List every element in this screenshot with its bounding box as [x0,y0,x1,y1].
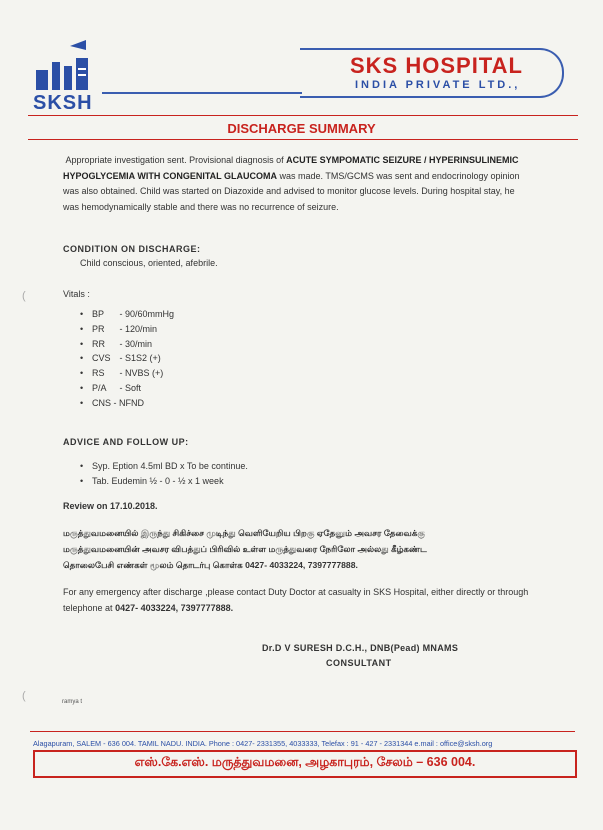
vital-value: - 120/min [119,323,158,334]
advice-heading: ADVICE AND FOLLOW UP: [63,437,189,447]
emergency-contact [63,585,533,616]
vital-item [80,307,174,322]
title-rule-bottom [28,139,578,140]
vital-value: - Soft [119,382,142,393]
footer-tamil-name: எஸ்.கே.எஸ். மருத்துவமனை, அழகாபுரம், சேலம் – 636 004. [134,755,476,769]
emergency-phones: 0427- 4033224, 7397777888. [115,602,234,613]
vital-key: P/A [92,382,107,393]
punch-hole-mark: ( [22,690,26,702]
typist-initials: ramya t [62,699,83,705]
vital-value: - S1S2 (+) [119,353,161,364]
tamil-instructions [63,525,533,573]
emergency-text: For any emergency after discharge ,please contact Duty Doctor at casualty in SKS Hospital, either directly or through telephone at [63,587,529,613]
vitals-heading: Vitals : [63,289,90,299]
vitals-list [80,307,174,411]
vital-value: - 30/min [119,338,153,349]
vital-key: PR [92,323,105,334]
document-title: DISCHARGE SUMMARY [227,121,376,136]
vital-value: - NVBS (+) [119,368,164,379]
vital-item [80,351,174,366]
diagnosis-tail: was made. TMS/GCMS was sent and endocrinology opinion was also obtained. Child was started on Diazoxide and advised to monitor glucose levels. During hospital stay, he was hemodynamically stable and there was no recurrence of seizure. [63,170,520,212]
hospital-subtitle: INDIA PRIVATE LTD., [355,79,521,91]
condition-text: Child conscious, oriented, afebrile. [80,258,218,268]
footer-address: Alagapuram, SALEM - 636 004. TAMIL NADU. INDIA. Phone : 0427- 2331355, 4033333, Telefax : 91 - 427 - 2331344 e.mail : office@sksh.org [33,739,493,748]
footer-tamil-box [33,750,577,778]
vital-value: - NFND [113,397,145,408]
condition-heading: CONDITION ON DISCHARGE: [63,244,201,254]
vital-item [80,337,174,352]
vital-key: RS [92,368,105,379]
doctor-name: Dr.D V SURESH D.C.H., DNB(Pead) MNAMS [262,643,459,653]
footer-rule [30,731,575,732]
hospital-name: SKS HOSPITAL [350,53,523,78]
vital-item [80,381,174,396]
vital-item [80,322,174,337]
vital-key: CNS [92,397,112,408]
tamil-line: தொலைபேசி எண்கள் மூலம் தொடர்பு கொள்க 0427- 4033224, 7397777888. [63,560,358,570]
punch-hole-mark: ( [22,290,26,302]
diagnosis-bold: ACUTE SYMPOMATIC SEIZURE / HYPERINSULINEMIC HYPOGLYCEMIA WITH CONGENITAL GLAUCOMA [63,155,519,181]
header-line [102,92,302,94]
vital-item [80,366,174,381]
diagnosis-intro: Appropriate investigation sent. Provisional diagnosis of [65,155,284,165]
title-rule-top [28,115,578,116]
tamil-line: மருத்துவமனையின் அவசர விபத்துப் பிரிவில் உள்ள மருத்துவரை நேரிலோ அல்லது கீழ்கண்ட [63,544,427,554]
diagnosis-paragraph [63,153,523,215]
vital-item [80,396,174,411]
vital-key: BP [92,309,105,319]
review-date: Review on 17.10.2018. [63,501,158,511]
advice-list [80,459,248,489]
vital-key: CVS [92,353,111,364]
tamil-line: மருத்துவமனையில் இருந்து சிகிச்சை முடிந்து வெளியேறிய பிறகு ஏதேனும் அவசர தேவைக்கு [63,528,425,538]
advice-item: • Syp. Eption 4.5ml BD x To be continue. [80,459,248,474]
doctor-role: CONSULTANT [326,658,392,668]
vital-key: RR [92,338,105,349]
logo-text: SKSH [33,92,93,114]
vital-value: - 90/60mmHg [119,309,175,319]
advice-item: • Tab. Eudemin ½ - 0 - ½ x 1 week [80,474,248,489]
